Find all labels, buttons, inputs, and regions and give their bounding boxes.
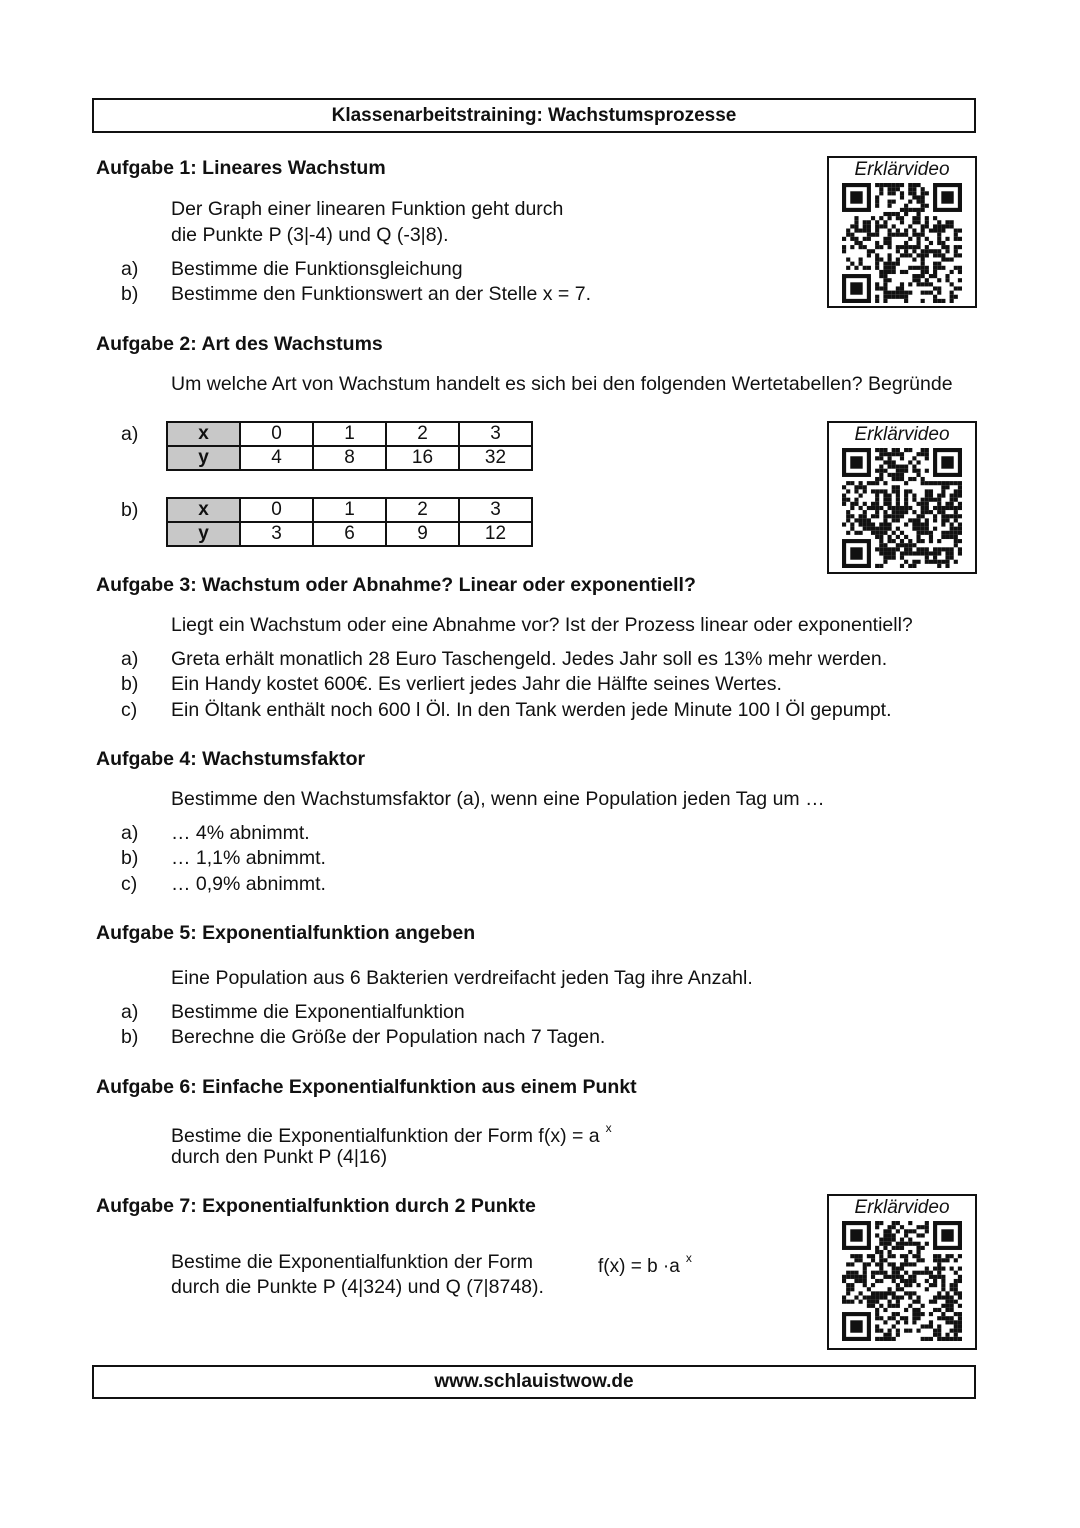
qr-code-icon[interactable] [842,448,962,568]
table-header-x: x [167,422,240,446]
task-7-exponent: x [685,1251,692,1265]
task-4-item-a-label: a) [121,822,139,844]
task-4-item-a-text: … 4% abnimmt. [171,822,310,844]
task-3-item-a-label: a) [121,648,139,670]
task-3-item-b-text: Ein Handy kostet 600€. Es verliert jedes Jahr die Hälfte seines Wertes. [171,673,782,695]
footer-url[interactable]: www.schlauistwow.de [434,1371,634,1392]
table-cell: 2 [386,422,459,446]
task-6-line-1 [171,1121,612,1148]
table-cell: 1 [313,498,386,522]
task-7-title: Aufgabe 7: Exponentialfunktion durch 2 Punkte [96,1195,536,1217]
task-3-item-b-label: b) [121,673,139,695]
video-label: Erklärvideo [854,424,950,445]
value-table-a [166,421,533,471]
table-cell: 6 [313,522,386,546]
task-1-intro-line-1: Der Graph einer linearen Funktion geht durch [171,198,564,220]
table-cell: 12 [459,522,532,546]
task-1-item-b-text: Bestimme den Funktionswert an der Stelle x = 7. [171,283,591,305]
table-header-y: y [167,522,240,546]
table-cell: 4 [240,446,313,470]
qr-code-icon[interactable] [842,183,962,303]
task-5-title: Aufgabe 5: Exponentialfunktion angeben [96,922,476,944]
task-1-item-a-label: a) [121,258,139,280]
table-cell: 0 [240,498,313,522]
table-row [167,446,532,470]
task-4-item-c-text: … 0,9% abnimmt. [171,873,326,895]
video-label: Erklärvideo [854,159,950,180]
task-5-item-b-text: Berechne die Größe der Population nach 7 Tagen. [171,1026,606,1048]
task-4-title: Aufgabe 4: Wachstumsfaktor [96,748,366,770]
task-2-table-a-label: a) [121,423,139,445]
footer-bar [92,1365,976,1399]
table-cell: 3 [459,498,532,522]
task-4-item-c-label: c) [121,873,138,895]
task-3-intro: Liegt ein Wachstum oder eine Abnahme vor? Ist der Prozess linear oder exponentiell? [171,614,913,636]
task-2-intro: Um welche Art von Wachstum handelt es sich bei den folgenden Wertetabellen? Begründe [171,373,953,395]
qr-code-icon[interactable] [842,1221,962,1341]
task-4-intro: Bestimme den Wachstumsfaktor (a), wenn eine Population jeden Tag um … [171,788,825,810]
task-6-line-1-text: Bestime die Exponentialfunktion der Form f(x) = a [171,1125,600,1147]
task-7-formula-text: f(x) = b ·a [598,1256,680,1277]
task-4-item-b-text: … 1,1% abnimmt. [171,847,326,869]
video-label: Erklärvideo [854,1197,950,1218]
table-row [167,422,532,446]
task-5-item-a-label: a) [121,1001,139,1023]
task-6-exponent: x [605,1121,612,1135]
table-cell: 9 [386,522,459,546]
task-3-item-a-text: Greta erhält monatlich 28 Euro Taschengeld. Jedes Jahr soll es 13% mehr werden. [171,648,888,670]
task-5-item-a-text: Bestimme die Exponentialfunktion [171,1001,465,1023]
table-cell: 1 [313,422,386,446]
page-title: Klassenarbeitstraining: Wachstumsprozesse [331,105,737,126]
table-row [167,498,532,522]
table-cell: 16 [386,446,459,470]
task-3-title: Aufgabe 3: Wachstum oder Abnahme? Linear oder exponentiell? [96,574,696,596]
task-1-item-b-label: b) [121,283,139,305]
table-cell: 3 [240,522,313,546]
task-7-line-2: durch die Punkte P (4|324) und Q (7|8748). [171,1276,544,1298]
task-3-item-c-text: Ein Öltank enthält noch 600 l Öl. In den Tank werden jede Minute 100 l Öl gepumpt. [171,699,892,721]
task-2-table-b-label: b) [121,499,139,521]
task-2-title: Aufgabe 2: Art des Wachstums [96,333,383,355]
task-5-item-b-label: b) [121,1026,139,1048]
video-qr-box-2[interactable] [827,421,977,574]
header-bar [92,98,976,133]
task-5-intro: Eine Population aus 6 Bakterien verdreifacht jeden Tag ihre Anzahl. [171,967,753,989]
table-cell: 32 [459,446,532,470]
table-header-x: x [167,498,240,522]
task-1-item-a-text: Bestimme die Funktionsgleichung [171,258,463,280]
task-7-formula [598,1251,692,1278]
task-4-item-b-label: b) [121,847,139,869]
table-cell: 2 [386,498,459,522]
task-7-line-1: Bestime die Exponentialfunktion der Form [171,1251,534,1273]
task-1-title: Aufgabe 1: Lineares Wachstum [96,157,386,179]
table-cell: 0 [240,422,313,446]
task-6-title: Aufgabe 6: Einfache Exponentialfunktion aus einem Punkt [96,1076,637,1098]
task-6-line-2: durch den Punkt P (4|16) [171,1146,388,1168]
table-row [167,522,532,546]
table-cell: 3 [459,422,532,446]
table-header-y: y [167,446,240,470]
task-1-intro-line-2: die Punkte P (3|-4) und Q (-3|8). [171,224,449,246]
video-qr-box-3[interactable] [827,1194,977,1350]
value-table-b [166,497,533,547]
task-3-item-c-label: c) [121,699,138,721]
table-cell: 8 [313,446,386,470]
video-qr-box-1[interactable] [827,156,977,308]
